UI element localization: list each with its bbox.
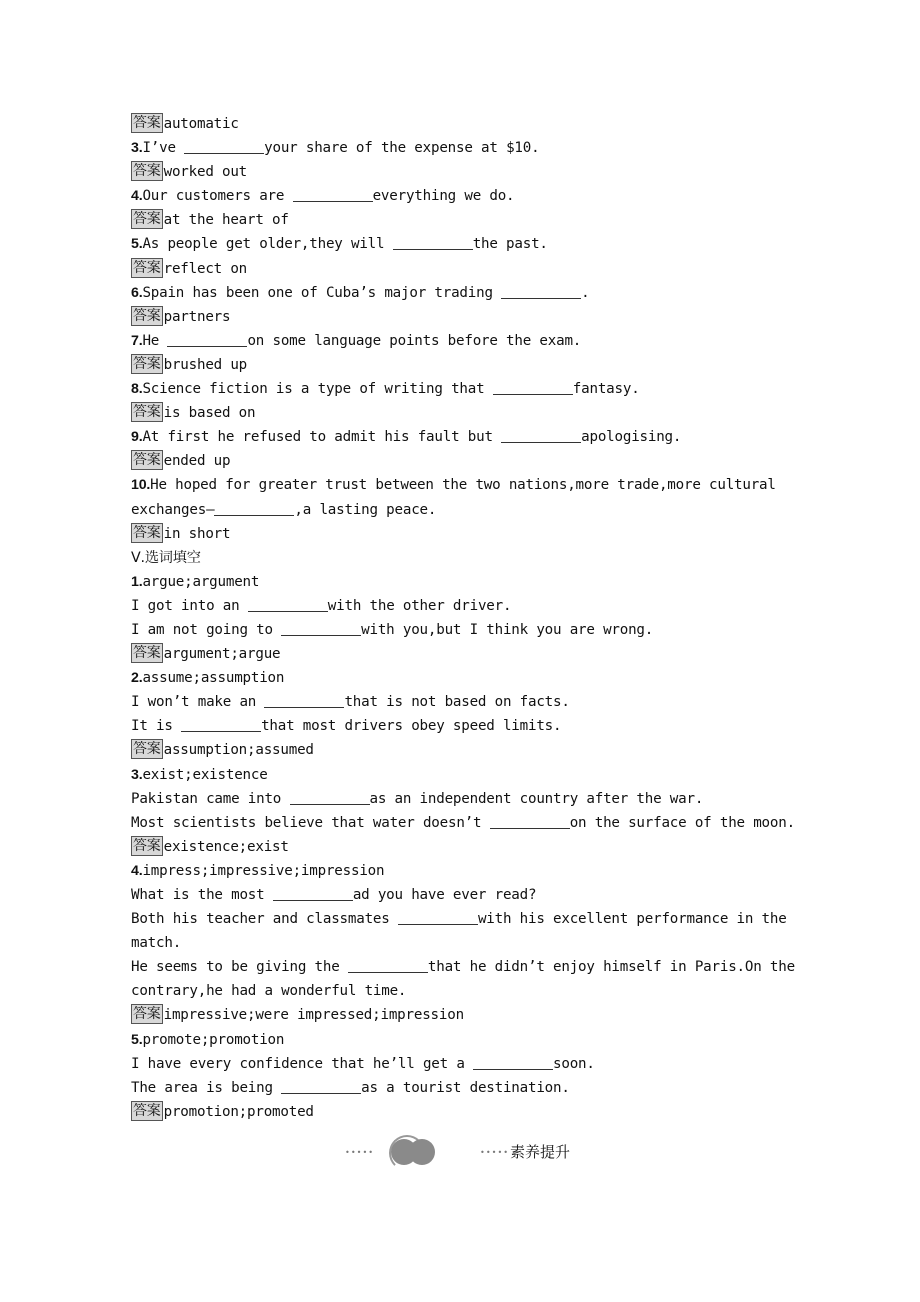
answer-line [131,353,791,377]
question-line [131,763,791,787]
fill-blank[interactable] [473,1055,553,1070]
answer-line [131,642,791,666]
text-segment: exchanges— [131,501,215,518]
fill-blank[interactable] [281,621,361,636]
question-line [131,666,791,690]
text-line [131,594,791,618]
answer-line [131,257,791,281]
question-number: 1. [131,573,143,590]
fill-blank[interactable] [273,886,353,901]
answer-tag: 答案 [133,211,161,228]
text-segment: Science fiction is a type of writing that [142,381,493,398]
text-segment: It is [131,718,182,735]
fill-blank[interactable] [393,235,473,250]
question-line [131,232,791,256]
answer-text: brushed up [163,356,248,373]
text-segment: that most drivers obey speed limits. [261,718,562,735]
answer-text: promotion;promoted [163,1103,314,1120]
text-line [131,907,791,931]
answer-tag: 答案 [133,115,161,131]
text-line [131,979,791,1003]
text-segment: exist;existence [142,766,268,783]
text-segment: match. [131,935,182,952]
fill-blank[interactable] [501,284,581,299]
answer-line [131,305,791,329]
fill-blank[interactable] [281,1079,361,1094]
fill-blank[interactable] [493,380,573,395]
question-number: 2. [131,670,143,687]
text-segment: soon. [553,1055,595,1072]
answer-text: existence;exist [163,838,289,855]
answer-tag: 答案 [133,163,161,180]
question-number: 3. [131,766,143,783]
answer-tag: 答案 [133,524,161,541]
answer-tag: 答案 [133,741,161,758]
question-number: 5. [131,1031,143,1048]
question-line [131,859,791,883]
text-line [131,811,795,835]
text-segment: that is not based on facts. [344,694,570,711]
question-number: 6. [131,284,143,301]
answer-tag: 答案 [133,307,161,324]
section-footer-banner [345,1135,605,1167]
text-segment: on the surface of the moon. [569,814,795,831]
answer-tag: 答案 [133,452,161,469]
fill-blank[interactable] [264,693,344,708]
answer-line [131,522,791,546]
text-segment: apologising. [581,429,682,446]
question-number: 4. [131,862,143,879]
answer-tag: 答案 [133,259,161,276]
text-line [131,955,795,979]
question-line [131,425,791,449]
text-segment: that he didn’t enjoy himself in Paris.On the [427,959,795,976]
text-segment: with you,but I think you are wrong. [361,621,654,638]
text-line [131,690,791,714]
question-number: 9. [131,429,143,446]
answer-text: partners [163,308,231,325]
question-line [131,570,791,594]
text-segment: I’ve [142,140,185,157]
fill-blank[interactable] [214,501,294,516]
fill-blank[interactable] [348,958,428,973]
fill-blank[interactable] [293,187,373,202]
question-number: 4. [131,188,143,205]
text-segment: everything we do. [372,188,515,205]
answer-line [131,1003,791,1027]
question-number: 7. [131,332,143,349]
question-number: 3. [131,140,143,157]
question-line [131,473,791,497]
question-line [131,281,791,305]
question-number: 10. [131,477,151,494]
fill-blank[interactable] [490,814,570,829]
text-line [131,618,791,642]
text-segment: I am not going to [131,621,282,638]
answer-line [131,1100,791,1124]
answer-line [131,160,791,184]
text-segment: He seems to be giving the [131,959,348,976]
text-segment: argue;argument [142,573,260,590]
answer-line [131,738,791,762]
text-line [131,931,791,955]
answer-text: is based on [163,405,256,422]
fill-blank[interactable] [248,597,328,612]
text-segment: Most scientists believe that water doesn’t [131,814,490,831]
answer-tag: 答案 [133,355,161,372]
question-line [131,329,791,353]
answer-text: in short [163,525,231,542]
text-segment: contrary,he had a wonderful time. [131,983,407,1000]
text-line [131,883,791,907]
text-segment: I have every confidence that he’ll get a [131,1055,474,1072]
text-line [131,1076,791,1100]
text-segment: with the other driver. [327,597,512,614]
text-segment: your share of the expense at $10. [264,140,540,157]
dots-left: ••••• [345,1148,375,1157]
text-segment: Both his teacher and classmates [131,911,398,928]
text-segment: the past. [472,236,548,253]
text-segment: as an independent country after the war. [369,790,704,807]
text-segment: ad you have ever read? [352,887,537,903]
question-line [131,377,791,401]
text-segment: I won’t make an [131,694,265,711]
answer-line [131,401,791,425]
answer-text: assumption;assumed [163,742,314,759]
answer-text: reflect on [163,260,248,277]
text-segment: I got into an [131,597,248,614]
text-segment: As people get older,they will [142,236,393,253]
answer-text: at the heart of [163,212,289,229]
question-line [131,184,791,208]
text-segment: The area is being [131,1079,282,1096]
text-segment: impress;impressive;impression [142,862,385,879]
text-segment: as a tourist destination. [361,1079,570,1096]
answer-line [131,449,791,473]
fill-blank[interactable] [398,910,478,925]
text-segment: on some language points before the exam. [247,332,582,349]
section-label: 素养提升 [510,1143,571,1161]
dots-right: ••••• [480,1148,510,1157]
answer-tag: 答案 [133,645,161,662]
text-line [131,498,791,522]
answer-text: impressive;were impressed;impression [163,1007,464,1024]
question-line [131,1028,791,1052]
answer-tag: 答案 [133,837,161,854]
text-segment: Spain has been one of Cuba’s major trading [142,284,502,301]
text-line [131,714,791,738]
text-segment: At first he refused to admit his fault but [142,429,502,446]
text-segment: Our customers are [142,188,293,205]
question-number: 5. [131,236,143,253]
answer-line [131,208,791,232]
text-segment: What is the most [131,887,273,903]
circle-icon [409,1139,435,1165]
section-heading: Ⅴ.选词填空 [131,549,201,566]
text-segment: fantasy. [572,381,640,398]
answer-tag: 答案 [133,1006,161,1023]
answer-line [131,835,791,859]
answer-text: argument;argue [163,646,281,663]
answer-text: automatic [163,116,239,132]
text-segment: Pakistan came into [131,790,290,807]
text-segment: ,a lasting peace. [294,501,437,518]
answer-tag: 答案 [133,1102,161,1119]
text-segment: promote;promotion [142,1031,285,1048]
fill-blank[interactable] [184,139,264,154]
answer-tag: 答案 [133,404,161,421]
fill-blank[interactable] [181,717,261,732]
text-segment: . [581,284,590,301]
text-line [131,787,791,811]
text-segment: with his excellent performance in the [477,911,787,928]
question-number: 8. [131,381,143,398]
answer-text: ended up [163,453,231,470]
fill-blank[interactable] [167,332,247,347]
question-line [131,136,791,160]
exercise-page [131,112,795,1124]
text-line [131,1052,791,1076]
answer-text: worked out [163,164,248,181]
text-segment: assume;assumption [142,670,285,687]
fill-blank[interactable] [501,428,581,443]
fill-blank[interactable] [290,790,370,805]
answer-line [131,112,791,136]
text-segment: He [142,332,168,349]
text-segment: He hoped for greater trust between the two nations,more trade,more cultural [150,477,776,494]
